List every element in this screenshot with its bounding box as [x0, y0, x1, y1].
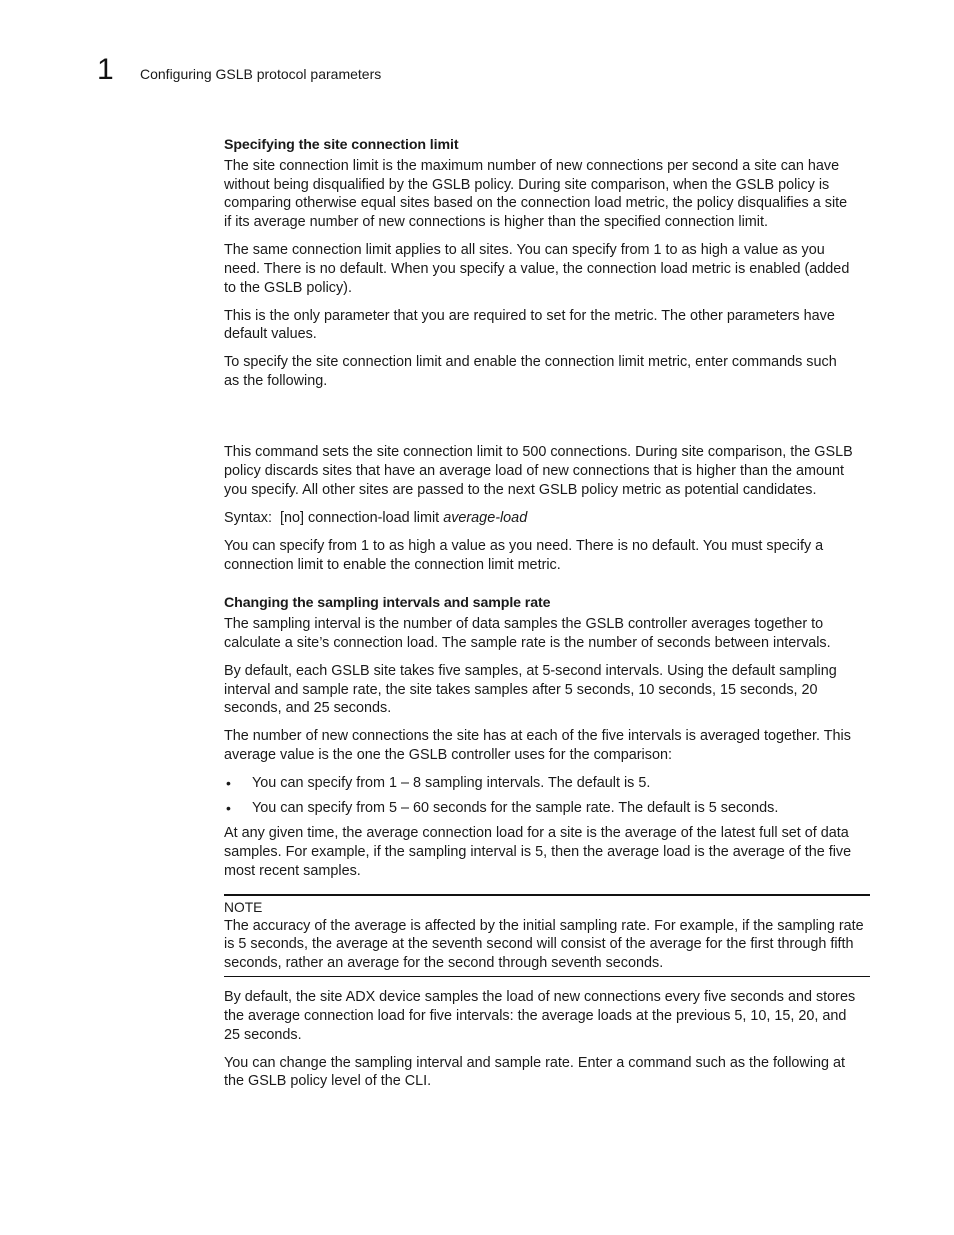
text-line: connection limit to enable the connection limit metric.	[224, 557, 561, 573]
text-line: average value is the one the GSLB controller uses for the comparison:	[224, 747, 672, 763]
note-label: NOTE	[224, 900, 263, 915]
note-bottom-rule	[224, 976, 870, 977]
text-line: to the GSLB policy).	[224, 280, 352, 296]
text-line: This is the only parameter that you are required to set for the metric. The other parameters have	[224, 308, 835, 324]
syntax-parameter: average-load	[443, 510, 528, 526]
text-line: need. There is no default. When you specify a value, the connection load metric is enabled (added	[224, 261, 850, 277]
text-line: calculate a site’s connection load. The sample rate is the number of seconds between intervals.	[224, 635, 831, 651]
text-line: The same connection limit applies to all sites. You can specify from 1 to as high a value as you	[224, 242, 825, 258]
text-line: the GSLB policy level of the CLI.	[224, 1073, 432, 1089]
syntax-label: Syntax:	[224, 510, 272, 526]
text-line: You can change the sampling interval and sample rate. Enter a command such as the following at	[224, 1055, 846, 1071]
list-item: You can specify from 1 – 8 sampling intervals. The default is 5.	[252, 775, 651, 791]
text-line: The accuracy of the average is affected by the initial sampling rate. For example, if the sampling rate	[224, 918, 864, 934]
text-line: The number of new connections the site has at each of the five intervals is averaged together. This	[224, 728, 851, 744]
text-line: the average connection load for five intervals: the average loads at the previous 5, 10, 15, 20, and	[224, 1008, 847, 1024]
text-line: seconds, rather an average for the second through seventh seconds.	[224, 955, 664, 971]
text-line: as the following.	[224, 373, 328, 389]
syntax-command: [no] connection-load limit	[280, 510, 440, 526]
text-line: you specify. All other sites are passed to the next GSLB policy metric as potential candidates.	[224, 482, 817, 498]
text-line: The sampling interval is the number of data samples the GSLB controller averages together to	[224, 616, 824, 632]
text-line: By default, the site ADX device samples the load of new connections every five seconds and stores	[224, 989, 856, 1005]
text-line: default values.	[224, 326, 317, 342]
syntax-line	[224, 509, 872, 528]
text-line: if its average number of new connections is higher than the specified connection limit.	[224, 214, 768, 230]
bullet-marker: •	[226, 800, 231, 816]
text-line: policy discards sites that have an average load of new connections that is higher than the amount	[224, 463, 844, 479]
text-line: At any given time, the average connection load for a site is the average of the latest full set of data	[224, 825, 849, 841]
text-line: This command sets the site connection limit to 500 connections. During site comparison, the GSLB	[224, 444, 853, 460]
bullet-marker: •	[226, 775, 231, 791]
text-line: seconds, and 25 seconds.	[224, 700, 392, 716]
section-heading-connection-limit: Specifying the site connection limit	[224, 137, 459, 153]
section-heading-sampling: Changing the sampling intervals and sample rate	[224, 595, 551, 611]
text-line: You can specify from 1 to as high a value as you need. There is no default. You must specify a	[224, 538, 824, 554]
list-item: You can specify from 5 – 60 seconds for the sample rate. The default is 5 seconds.	[252, 800, 779, 816]
text-line: By default, each GSLB site takes five samples, at 5-second intervals. Using the default sampling	[224, 663, 837, 679]
chapter-number: 1	[97, 53, 114, 86]
text-line: The site connection limit is the maximum number of new connections per second a site can have	[224, 158, 840, 174]
text-line: comparing otherwise equal sites based on the connection load metric, the policy disqualifies a site	[224, 195, 848, 211]
text-line: interval and sample rate, the site takes samples after 5 seconds, 10 seconds, 15 seconds, 20	[224, 682, 818, 698]
text-line: 25 seconds.	[224, 1027, 302, 1043]
running-title: Configuring GSLB protocol parameters	[140, 66, 382, 82]
note-top-rule	[224, 894, 870, 896]
text-line: is 5 seconds, the average at the seventh second will consist of the average for the first through fifth	[224, 936, 854, 952]
text-line: samples. For example, if the sampling interval is 5, then the average load is the average of the five	[224, 844, 852, 860]
text-line: most recent samples.	[224, 863, 361, 879]
text-line: without being disqualified by the GSLB policy. During site comparison, when the GSLB policy is	[224, 177, 830, 193]
text-line: To specify the site connection limit and enable the connection limit metric, enter commands such	[224, 354, 837, 370]
